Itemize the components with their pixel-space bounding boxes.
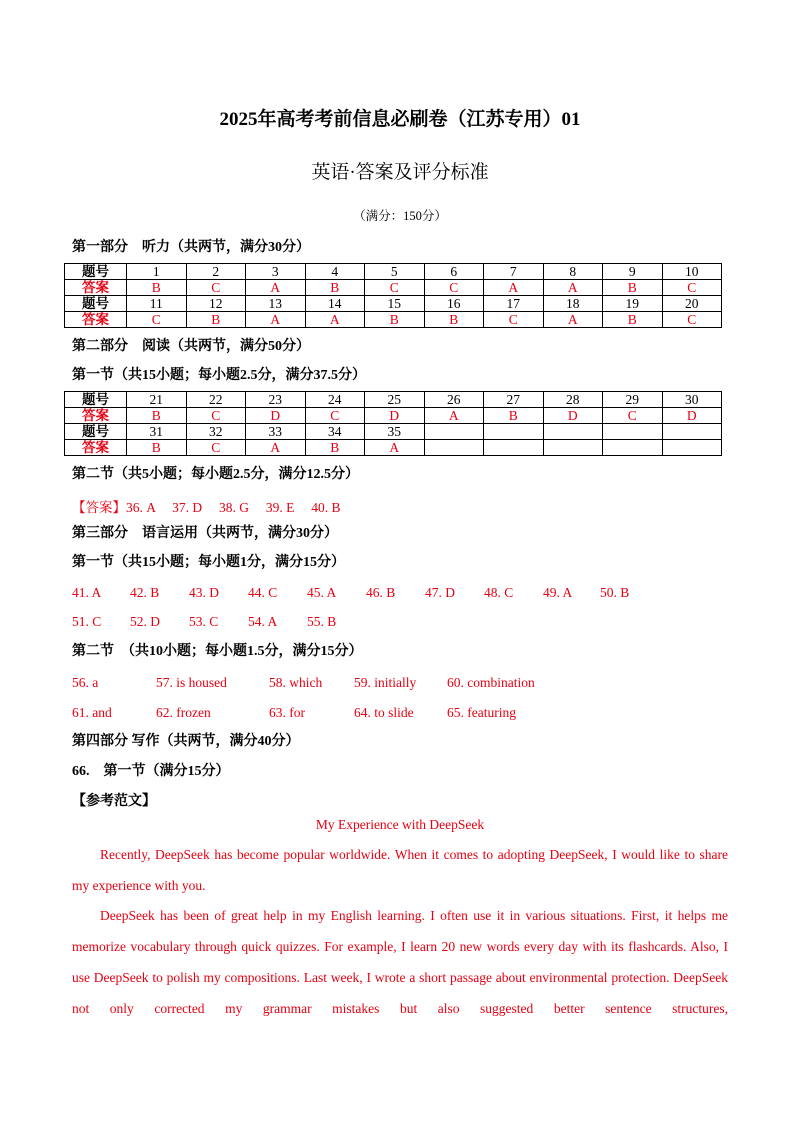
- answer-label: 答案: [65, 312, 127, 328]
- part3-section1-heading: 第一节（共15小题；每小题1分，满分15分）: [72, 555, 345, 570]
- question-number-label: 题号: [65, 296, 127, 312]
- question-number-cell: 10: [662, 264, 722, 280]
- answer-item: 56. a: [72, 675, 99, 690]
- part1-heading: 第一部分 听力（共两节，满分30分）: [72, 240, 310, 255]
- answer-item: 45. A: [307, 585, 337, 600]
- page-title: 2025年高考考前信息必刷卷（江苏专用）01: [219, 109, 581, 130]
- question-number-cell: 18: [543, 296, 603, 312]
- answer-cell: B: [484, 408, 544, 424]
- question-number-cell: 9: [603, 264, 663, 280]
- answer-cell: C: [424, 280, 484, 296]
- answer-cell: B: [424, 312, 484, 328]
- answer-cell: C: [127, 312, 187, 328]
- answer-cell: B: [127, 408, 187, 424]
- question-number-cell: 4: [305, 264, 365, 280]
- answer-item: 65. featuring: [447, 705, 516, 720]
- answer-cell: A: [365, 440, 425, 456]
- question-number-cell: [424, 424, 484, 440]
- answer-cell: B: [305, 440, 365, 456]
- answer-cell: [662, 440, 722, 456]
- answer-item: 48. C: [484, 585, 514, 600]
- question-number-cell: 8: [543, 264, 603, 280]
- answer-item: 61. and: [72, 705, 112, 720]
- question-number-cell: 11: [127, 296, 187, 312]
- answer-item: 43. D: [189, 585, 219, 600]
- question-number-cell: 16: [424, 296, 484, 312]
- question-number-cell: [662, 424, 722, 440]
- table-row: [65, 280, 722, 296]
- answer-cell: C: [662, 312, 722, 328]
- answer-item: 60. combination: [447, 675, 535, 690]
- question-number-cell: 7: [484, 264, 544, 280]
- question-number-cell: 30: [662, 392, 722, 408]
- answer-cell: C: [186, 280, 246, 296]
- question-number-cell: 26: [424, 392, 484, 408]
- answer-label: 答案: [65, 440, 127, 456]
- question-number-cell: 32: [186, 424, 246, 440]
- question-number-cell: 25: [365, 392, 425, 408]
- question-number-cell: 24: [305, 392, 365, 408]
- question-number-cell: 22: [186, 392, 246, 408]
- answer-cell: A: [246, 312, 306, 328]
- answer-cell: B: [186, 312, 246, 328]
- question-number-label: 题号: [65, 264, 127, 280]
- question-number-cell: 35: [365, 424, 425, 440]
- answer-cell: A: [246, 280, 306, 296]
- answer-item: 44. C: [248, 585, 278, 600]
- full-mark: （满分：150分）: [353, 209, 447, 223]
- part2-section2-answers: 【答案】36. A 37. D 38. G 39. E 40. B: [72, 500, 341, 515]
- answer-cell: [543, 440, 603, 456]
- answer-item: 41. A: [72, 585, 102, 600]
- answer-cell: A: [543, 280, 603, 296]
- part2-answer-table: [64, 391, 722, 456]
- answer-cell: C: [662, 280, 722, 296]
- answer-item: 53. C: [189, 614, 219, 629]
- question-number-cell: 29: [603, 392, 663, 408]
- answer-item: 58. which: [269, 675, 323, 690]
- part2-section2-heading: 第二节（共5小题；每小题2.5分，满分12.5分）: [72, 467, 359, 482]
- answer-item: 46. B: [366, 585, 396, 600]
- answer-item: 42. B: [130, 585, 160, 600]
- part3-heading: 第三部分 语言运用（共两节，满分30分）: [72, 526, 338, 541]
- answer-cell: A: [305, 312, 365, 328]
- question-number-cell: 23: [246, 392, 306, 408]
- answer-item: 50. B: [600, 585, 630, 600]
- answer-cell: B: [127, 440, 187, 456]
- answer-item: 51. C: [72, 614, 102, 629]
- table-row: [65, 424, 722, 440]
- answer-cell: [484, 440, 544, 456]
- answer-item: 55. B: [307, 614, 337, 629]
- answer-cell: D: [365, 408, 425, 424]
- table-row: [65, 312, 722, 328]
- question-number-cell: 1: [127, 264, 187, 280]
- answer-cell: [603, 440, 663, 456]
- part4-heading: 第四部分 写作（共两节，满分40分）: [72, 734, 300, 749]
- answer-label: 答案: [65, 408, 127, 424]
- table-row: [65, 392, 722, 408]
- answer-cell: C: [186, 440, 246, 456]
- question-number-label: 题号: [65, 424, 127, 440]
- question-number-label: 题号: [65, 392, 127, 408]
- question-number-cell: 27: [484, 392, 544, 408]
- answer-cell: C: [365, 280, 425, 296]
- question-number-cell: [484, 424, 544, 440]
- sample-essay-label: 【参考范文】: [72, 794, 156, 809]
- question-number-cell: 15: [365, 296, 425, 312]
- answer-cell: A: [484, 280, 544, 296]
- answer-cell: D: [543, 408, 603, 424]
- answer-cell: A: [543, 312, 603, 328]
- part3-section2-heading: 第二节 （共10小题；每小题1.5分，满分15分）: [72, 644, 363, 659]
- answer-item: 64. to slide: [354, 705, 414, 720]
- question-number-cell: 14: [305, 296, 365, 312]
- essay-paragraph-2: DeepSeek has been of great help in my English learning. I often use it in various situations. First, it helps me memorize vocabulary through quick quizzes. For example, I learn 20 new words every day with its flashcards. Also, I use DeepSeek to polish my compositions. Last week, I wrote a short passage about environmental protection. DeepSeek not only corrected my grammar mistakes but also suggested better sentence structures,: [72, 908, 728, 1016]
- page-subtitle: 英语·答案及评分标准: [311, 162, 489, 183]
- answer-cell: A: [424, 408, 484, 424]
- answer-cell: C: [305, 408, 365, 424]
- part2-section1-heading: 第一节（共15小题；每小题2.5分，满分37.5分）: [72, 368, 366, 383]
- question-number-cell: 3: [246, 264, 306, 280]
- answer-item: 54. A: [248, 614, 278, 629]
- essay-title: My Experience with DeepSeek: [315, 817, 485, 832]
- answer-label: 答案: [65, 280, 127, 296]
- answer-cell: C: [484, 312, 544, 328]
- part4-section1-heading: 66. 第一节（满分15分）: [72, 764, 230, 779]
- question-number-cell: 13: [246, 296, 306, 312]
- question-number-cell: 31: [127, 424, 187, 440]
- essay-paragraph-1: Recently, DeepSeek has become popular worldwide. When it comes to adopting DeepSeek, I would like to share my experience with you.: [72, 847, 728, 893]
- answer-item: 63. for: [269, 705, 305, 720]
- question-number-cell: 2: [186, 264, 246, 280]
- question-number-cell: 6: [424, 264, 484, 280]
- answer-item: 52. D: [130, 614, 160, 629]
- table-row: [65, 296, 722, 312]
- answer-cell: B: [305, 280, 365, 296]
- table-row: [65, 408, 722, 424]
- answer-item: 49. A: [543, 585, 573, 600]
- question-number-cell: 28: [543, 392, 603, 408]
- answer-cell: [424, 440, 484, 456]
- question-number-cell: 12: [186, 296, 246, 312]
- answer-cell: B: [127, 280, 187, 296]
- table-row: [65, 440, 722, 456]
- answer-item: 59. initially: [354, 675, 417, 690]
- answer-cell: A: [246, 440, 306, 456]
- question-number-cell: 34: [305, 424, 365, 440]
- question-number-cell: 5: [365, 264, 425, 280]
- question-number-cell: 33: [246, 424, 306, 440]
- answer-item: 47. D: [425, 585, 455, 600]
- answer-item: 62. frozen: [156, 705, 211, 720]
- question-number-cell: 17: [484, 296, 544, 312]
- question-number-cell: 19: [603, 296, 663, 312]
- answer-item: 57. is housed: [156, 675, 227, 690]
- answer-cell: B: [365, 312, 425, 328]
- answer-cell: D: [246, 408, 306, 424]
- answer-cell: D: [662, 408, 722, 424]
- table-row: [65, 264, 722, 280]
- answer-cell: B: [603, 280, 663, 296]
- part1-answer-table: [64, 263, 722, 328]
- question-number-cell: 20: [662, 296, 722, 312]
- question-number-cell: [543, 424, 603, 440]
- part2-heading: 第二部分 阅读（共两节，满分50分）: [72, 339, 310, 354]
- answer-cell: B: [603, 312, 663, 328]
- answer-cell: C: [603, 408, 663, 424]
- answer-cell: C: [186, 408, 246, 424]
- question-number-cell: [603, 424, 663, 440]
- question-number-cell: 21: [127, 392, 187, 408]
